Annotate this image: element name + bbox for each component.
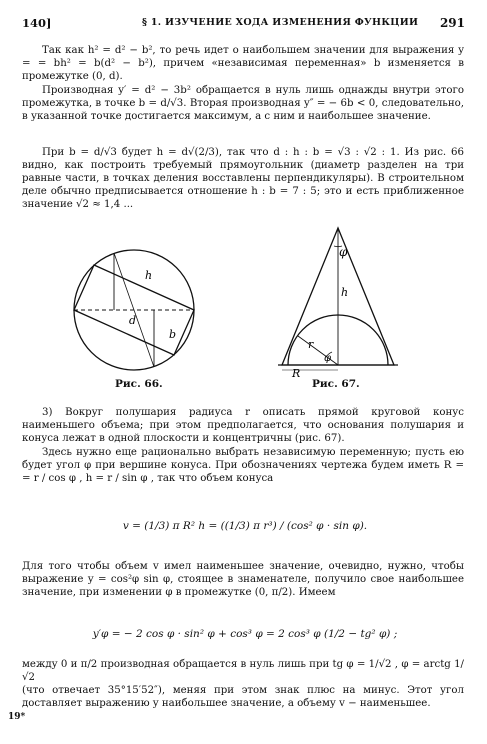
derivative-equation: y′φ = − 2 cos φ · sin² φ + cos³ φ = 2 cos³ φ (1/2 − tg² φ) ; <box>92 628 398 640</box>
figure-66 <box>52 246 224 376</box>
paragraph-3: При b = d/√3 будет h = d√(2/3), так что d : h : b = √3 : √2 : 1. Из рис. 66 видно, как построить требуемый прямоугольник (диаметр разделен на три равные части, в точках деления восставлены перпендикуляры). В строительном деле обычно предписывается отношение h : b = 7 : 5; это и есть приближенное значение √2 ≈ 1,4 ... <box>22 147 464 210</box>
label-d: d <box>129 314 137 327</box>
label-b: b <box>169 328 177 341</box>
signature-mark: 19* <box>8 712 26 722</box>
chapter-title: § 1. ИЗУЧЕНИЕ ХОДА ИЗМЕНЕНИЯ ФУНКЦИИ <box>142 17 419 28</box>
figure-67-caption: Рис. 67. <box>312 378 360 390</box>
page-number: 291 <box>439 16 465 30</box>
radius-line <box>298 336 338 365</box>
label-h: h <box>145 269 153 282</box>
paragraph-7: между 0 и π/2 производная обращается в нуль лишь при tg φ = 1/√2 , φ = arctg 1/√2 <box>22 659 464 683</box>
label-h: h <box>341 286 349 299</box>
label-phi-top: φ <box>339 245 348 259</box>
paragraph-8: (что отвечает 35°15′52″), меняя при этом знак плюс на минус. Этот угол доставляет выражению y наибольшее значение, а объему v − наименьшее. <box>22 685 464 709</box>
label-R: R <box>292 367 301 380</box>
label-phi-bottom: φ <box>324 353 332 364</box>
paragraph-1: Так как h² = d² − b², то речь идет о наибольшем значении для выражения y = = bh² = b(d² − b²), причем «независимая переменная» b изменяется в промежутке (0, d). <box>22 45 464 82</box>
running-header <box>22 16 465 34</box>
paragraph-6: Для того чтобы объем v имел наименьшее значение, очевидно, нужно, чтобы выражение y = cos²φ sin φ, стоящее в знаменателе, получило свое наибольшее значение, при изменении φ в промежутке (0, π/2). Имеем <box>22 561 464 598</box>
paragraph-5: Здесь нужно еще рационально выбрать независимую переменную; пусть ею будет угол φ при вершине конуса. При обозначениях чертежа будем иметь R = = r / cos φ , h = r / sin φ , так что объем конуса <box>22 447 464 484</box>
label-r: r <box>308 338 314 351</box>
figure-66-caption: Рис. 66. <box>115 378 163 390</box>
figure-67 <box>268 224 408 384</box>
paragraph-4: 3) Вокруг полушария радиуса r описать прямой круговой конус наименьшего объема; при этом предполагается, что основания полушария и конуса лежат в одной плоскости и концентричны (рис. 67). <box>22 407 464 444</box>
volume-equation: v = (1/3) π R² h = ((1/3) π r³) / (cos² φ · sin φ). <box>122 520 368 532</box>
paragraph-2: Производная y′ = d² − 3b² обращается в нуль лишь однажды внутри этого промежутка, в точке b = d/√3. Вторая производная y″ = − 6b < 0, следовательно, в указанной точке достигается максимум, а с ним и наибольшее значение. <box>22 85 464 122</box>
section-ref: 140] <box>22 16 52 30</box>
